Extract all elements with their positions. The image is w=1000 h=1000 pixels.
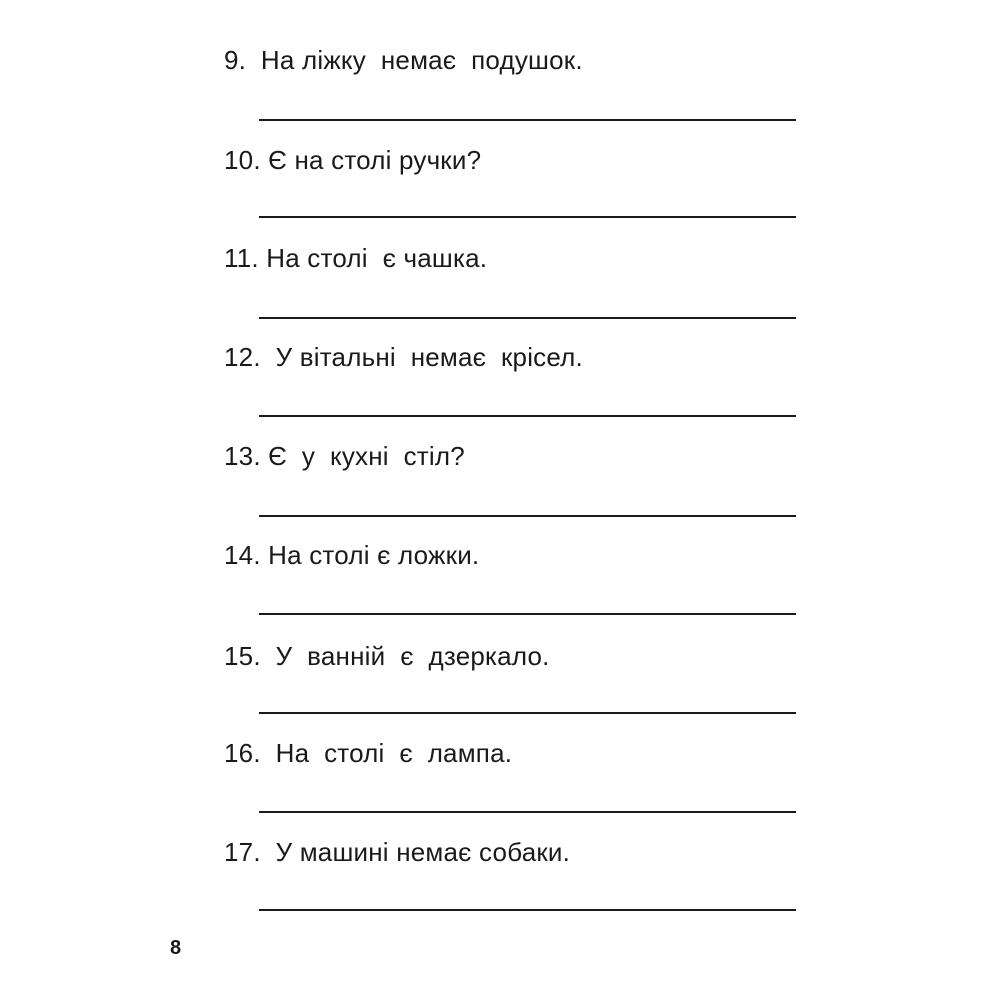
exercise-item	[0, 45, 1000, 143]
exercise-sentence: 13. Є у кухні стіл?	[224, 441, 465, 471]
answer-line[interactable]	[259, 317, 796, 319]
page-number: 8	[170, 937, 182, 959]
exercise-item	[0, 837, 1000, 935]
answer-line[interactable]	[259, 415, 796, 417]
exercise-sentence: 12. У вітальні немає крісел.	[224, 342, 583, 372]
answer-line[interactable]	[259, 216, 796, 218]
exercise-sentence: 11. На столі є чашка.	[224, 243, 488, 273]
exercise-sentence: 17. У машині немає собаки.	[224, 837, 571, 867]
exercise-sentence: 15. У ванній є дзеркало.	[224, 641, 550, 671]
exercise-sentence: 10. Є на столі ручки?	[224, 145, 482, 175]
exercise-item	[0, 145, 1000, 243]
exercise-item	[0, 441, 1000, 539]
exercise-sentence: 14. На столі є ложки.	[224, 540, 480, 570]
exercise-item	[0, 540, 1000, 638]
exercise-item	[0, 342, 1000, 440]
exercise-sentence: 9. На ліжку немає подушок.	[224, 45, 583, 75]
exercise-item	[0, 641, 1000, 739]
exercise-item	[0, 738, 1000, 836]
answer-line[interactable]	[259, 811, 796, 813]
answer-line[interactable]	[259, 613, 796, 615]
answer-line[interactable]	[259, 119, 796, 121]
exercise-item	[0, 243, 1000, 341]
exercise-sentence: 16. На столі є лампа.	[224, 738, 513, 768]
answer-line[interactable]	[259, 712, 796, 714]
answer-line[interactable]	[259, 909, 796, 911]
answer-line[interactable]	[259, 515, 796, 517]
